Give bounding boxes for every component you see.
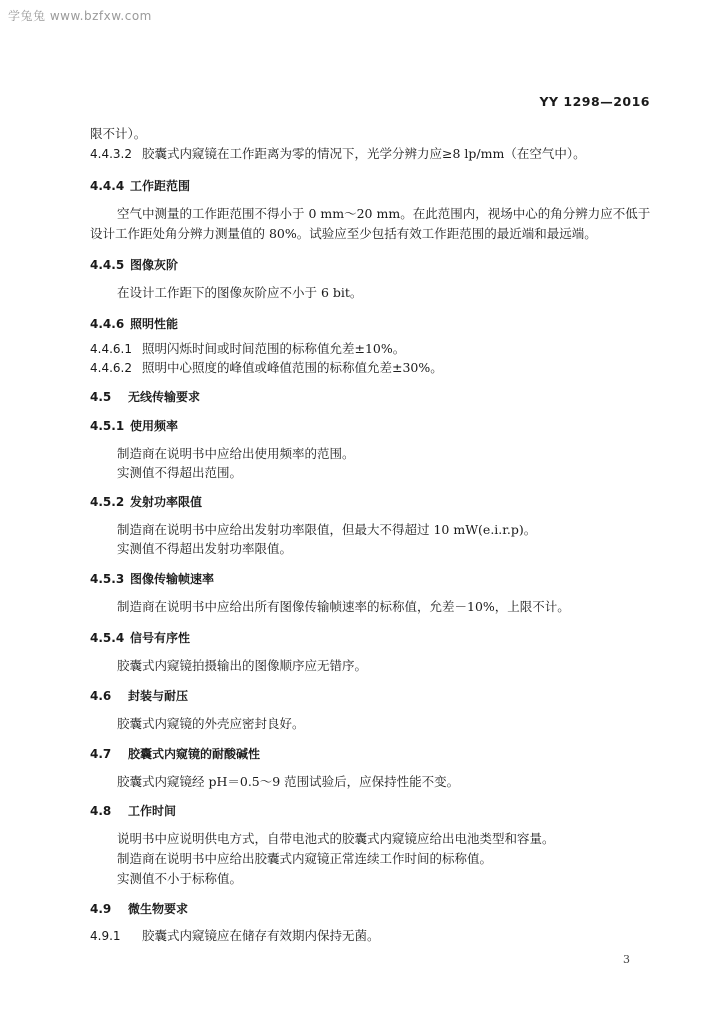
page-number: 3 [623, 953, 630, 966]
heading-text: 无线传输要求 [128, 390, 201, 404]
heading-text: 图像灰阶 [130, 258, 179, 272]
heading-4-5-1 [90, 418, 178, 434]
paragraph-line: 实测值不得超出范围。 [117, 465, 243, 480]
standard-code: YY 1298—2016 [539, 94, 650, 109]
heading-text: 封装与耐压 [128, 689, 189, 703]
heading-text: 图像传输帧速率 [130, 572, 215, 586]
paragraph-line: 制造商在说明书中应给出胶囊式内窥镜正常连续工作时间的标称值。 [117, 851, 493, 866]
heading-4-8 [90, 803, 176, 819]
text-line: 限不计）。 [90, 126, 147, 141]
clause-4-4-3-2 [90, 146, 586, 162]
heading-4-5-4 [90, 630, 190, 646]
watermark: 学兔兔 www.bzfxw.com [8, 9, 152, 23]
heading-number: 4.5.2 [90, 495, 125, 509]
heading-number: 4.5.3 [90, 572, 125, 586]
heading-4-4-4 [90, 178, 190, 194]
heading-4-5 [90, 389, 200, 405]
clause-text: 照明中心照度的峰值或峰值范围的标称值允差±30%。 [142, 360, 443, 375]
heading-text: 工作距范围 [130, 179, 191, 193]
heading-number: 4.4.6 [90, 317, 125, 331]
heading-text: 使用频率 [130, 419, 179, 433]
heading-4-7 [90, 746, 260, 762]
paragraph-line: 实测值不小于标称值。 [117, 871, 243, 886]
heading-number: 4.6 [90, 689, 112, 703]
clause-number: 4.4.3.2 [90, 147, 132, 161]
paragraph-line: 实测值不得超出发射功率限值。 [117, 541, 293, 556]
clause-4-4-6-2 [90, 360, 443, 376]
paragraph-line: 胶囊式内窥镜的外壳应密封良好。 [117, 716, 305, 731]
clause-4-9-1 [90, 928, 380, 944]
paragraph-line: 胶囊式内窥镜经 pH＝0.5～9 范围试验后，应保持性能不变。 [117, 774, 460, 789]
heading-text: 工作时间 [128, 804, 177, 818]
heading-4-4-6 [90, 316, 178, 332]
heading-text: 信号有序性 [130, 631, 191, 645]
paragraph-line: 设计工作距处角分辨力测量值的 80%。试验应至少包括有效工作距范围的最近端和最远端。 [90, 226, 597, 241]
clause-text: 照明闪烁时间或时间范围的标称值允差±10%。 [142, 341, 406, 356]
heading-4-4-5 [90, 257, 178, 273]
heading-number: 4.4.4 [90, 179, 125, 193]
clause-text: 胶囊式内窥镜在工作距离为零的情况下，光学分辨力应≥8 lp/mm（在空气中）。 [142, 146, 586, 161]
heading-number: 4.5.1 [90, 419, 125, 433]
heading-4-5-2 [90, 494, 202, 510]
heading-text: 微生物要求 [128, 902, 189, 916]
heading-number: 4.4.5 [90, 258, 125, 272]
clause-text: 胶囊式内窥镜应在储存有效期内保持无菌。 [142, 928, 380, 943]
heading-number: 4.5 [90, 390, 112, 404]
heading-number: 4.9 [90, 902, 112, 916]
clause-number: 4.4.6.2 [90, 361, 132, 375]
paragraph-line: 制造商在说明书中应给出使用频率的范围。 [117, 446, 355, 461]
heading-4-5-3 [90, 571, 214, 587]
paragraph-line: 制造商在说明书中应给出发射功率限值，但最大不得超过 10 mW(e.i.r.p)。 [117, 522, 537, 537]
clause-number: 4.9.1 [90, 929, 121, 943]
heading-text: 照明性能 [130, 317, 179, 331]
paragraph-line: 说明书中应说明供电方式，自带电池式的胶囊式内窥镜应给出电池类型和容量。 [117, 831, 555, 846]
clause-4-4-6-1 [90, 341, 405, 357]
paragraph-line: 胶囊式内窥镜拍摄输出的图像顺序应无错序。 [117, 658, 368, 673]
heading-4-6 [90, 688, 188, 704]
paragraph-line: 空气中测量的工作距范围不得小于 0 mm～20 mm。在此范围内，视场中心的角分辨力应不低于 [117, 206, 651, 221]
paragraph-line: 制造商在说明书中应给出所有图像传输帧速率的标称值，允差－10%，上限不计。 [117, 599, 570, 614]
heading-text: 胶囊式内窥镜的耐酸碱性 [128, 747, 261, 761]
paragraph-line: 在设计工作距下的图像灰阶应不小于 6 bit。 [117, 285, 363, 300]
heading-text: 发射功率限值 [130, 495, 203, 509]
heading-4-9 [90, 901, 188, 917]
heading-number: 4.5.4 [90, 631, 125, 645]
heading-number: 4.7 [90, 747, 112, 761]
heading-number: 4.8 [90, 804, 112, 818]
clause-number: 4.4.6.1 [90, 342, 132, 356]
